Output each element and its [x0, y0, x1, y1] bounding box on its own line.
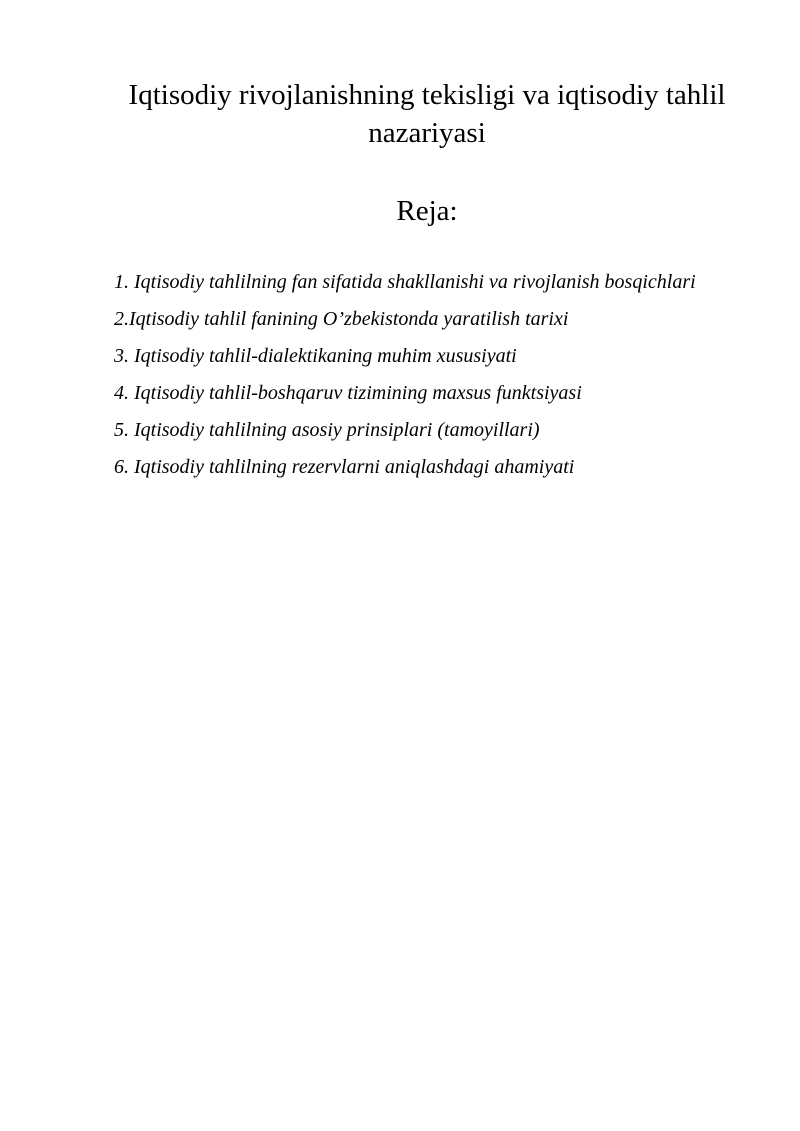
- plan-item-2: 2.Iqtisodiy tahlil fanining O’zbekistonda yaratilish tarixi: [114, 308, 569, 330]
- plan-item-4: 4. Iqtisodiy tahlil-boshqaruv tizimining maxsus funktsiyasi: [114, 382, 582, 404]
- plan-item-5: 5. Iqtisodiy tahlilning asosiy prinsiplari (tamoyillari): [114, 419, 540, 441]
- document-title: Iqtisodiy rivojlanishning tekisligi va iqtisodiy tahlil nazariyasi: [128, 79, 726, 149]
- plan-item-6: 6. Iqtisodiy tahlilning rezervlarni aniqlashdagi ahamiyati: [114, 456, 575, 478]
- plan-item-3: 3. Iqtisodiy tahlil-dialektikaning muhim xususiyati: [114, 345, 517, 367]
- plan-item-1: 1. Iqtisodiy tahlilning fan sifatida shakllanishi va rivojlanish bosqichlari: [114, 271, 696, 293]
- plan-heading: Reja:: [396, 195, 458, 227]
- plan-list: [114, 264, 714, 486]
